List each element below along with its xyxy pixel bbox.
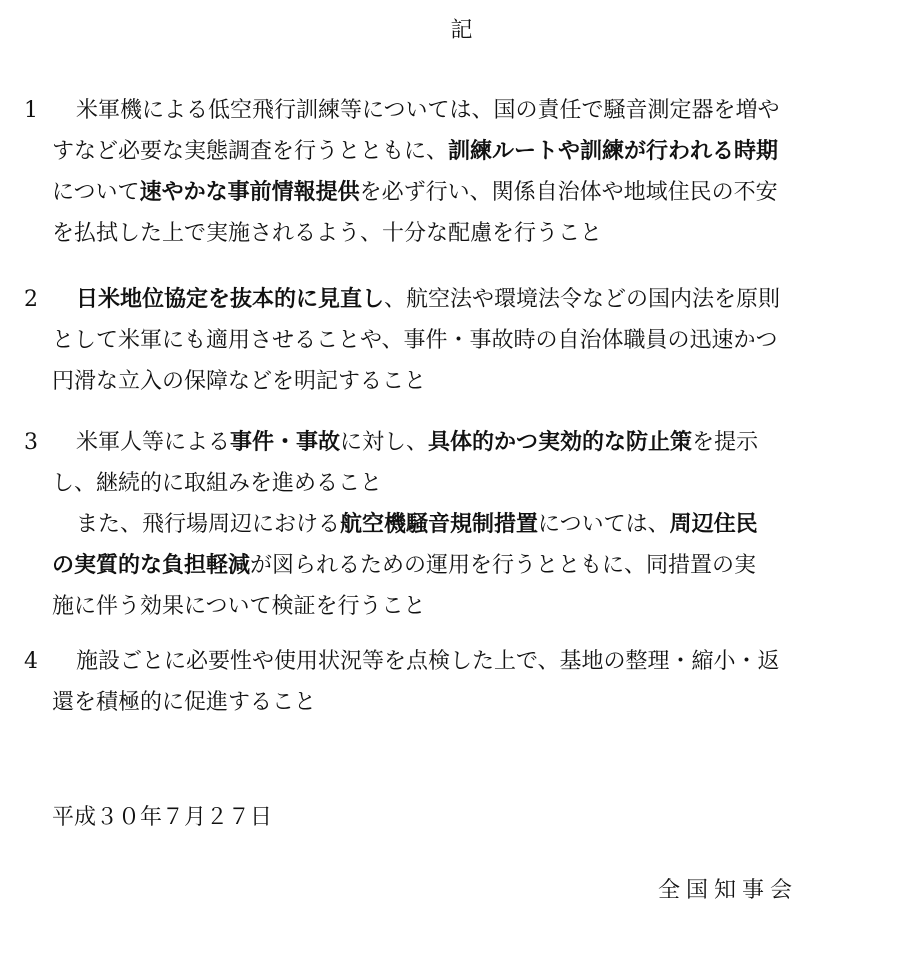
item-line: [24, 586, 894, 627]
body-text: を払拭した上で実施されるよう、十分な配慮を行うこと: [52, 221, 603, 246]
item-2: [24, 279, 894, 402]
item-line: [24, 361, 894, 402]
item-4: [24, 641, 894, 723]
body-text: に対し、: [340, 430, 429, 455]
item-line: [24, 422, 894, 463]
item-line: [24, 213, 894, 254]
date: 平成３０年７月２７日: [52, 805, 273, 830]
body-text: 円滑な立入の保障などを明記すること: [52, 369, 427, 394]
emphasis-text: の実質的な負担軽減: [52, 553, 251, 578]
body-text: が図られるための運用を行うとともに、同措置の実: [250, 553, 757, 578]
emphasis-text: 日米地位協定を抜本的に見直し: [76, 287, 385, 312]
body-text: 施に伴う効果について検証を行うこと: [52, 594, 426, 619]
emphasis-text: 周辺住民: [669, 512, 758, 537]
emphasis-text: 訓練ルートや訓練が行われる時期: [448, 139, 779, 164]
body-text: 米軍人等による: [76, 430, 231, 455]
emphasis-text: 速やかな事前情報提供: [139, 180, 360, 205]
body-text: 、航空法や環境法令などの国内法を原則: [384, 287, 781, 312]
item-line: [24, 682, 894, 723]
item-3: [24, 422, 894, 627]
item-line: [24, 279, 894, 320]
item-number: 2: [24, 287, 38, 312]
item-line: [24, 504, 894, 545]
body-text: を提示: [692, 430, 759, 455]
emphasis-text: 航空機騒音規制措置: [340, 512, 539, 537]
body-text: すなど必要な実態調査を行うとともに、: [52, 139, 449, 164]
item-line: [24, 545, 894, 586]
body-text: として米軍にも適用させることや、事件・事故時の自治体職員の迅速かつ: [52, 328, 778, 353]
item-line: [24, 90, 894, 131]
body-text: について: [52, 180, 140, 205]
body-text: 施設ごとに必要性や使用状況等を点検した上で、基地の整理・縮小・返: [76, 649, 780, 674]
item-line: [24, 131, 894, 172]
emphasis-text: 具体的かつ実効的な防止策: [428, 430, 693, 455]
signer: 全国知事会: [658, 878, 799, 903]
item-line: [24, 172, 894, 213]
heading-ki: 記: [450, 18, 473, 43]
emphasis-text: 事件・事故: [230, 430, 341, 455]
item-line: [24, 320, 894, 361]
item-line: [24, 463, 894, 504]
body-text: については、: [538, 512, 670, 537]
item-line: [24, 641, 894, 682]
body-text: し、継続的に取組みを進めること: [52, 471, 383, 496]
item-1: [24, 90, 894, 254]
item-number: 3: [24, 430, 38, 455]
body-text: 米軍機による低空飛行訓練等については、国の責任で騒音測定器を増や: [76, 98, 780, 123]
body-text: 還を積極的に促進すること: [52, 690, 317, 715]
item-number: 1: [24, 98, 38, 123]
item-number: 4: [24, 649, 38, 674]
body-text: を必ず行い、関係自治体や地域住民の不安: [359, 180, 778, 205]
body-text: また、飛行場周辺における: [76, 512, 341, 537]
